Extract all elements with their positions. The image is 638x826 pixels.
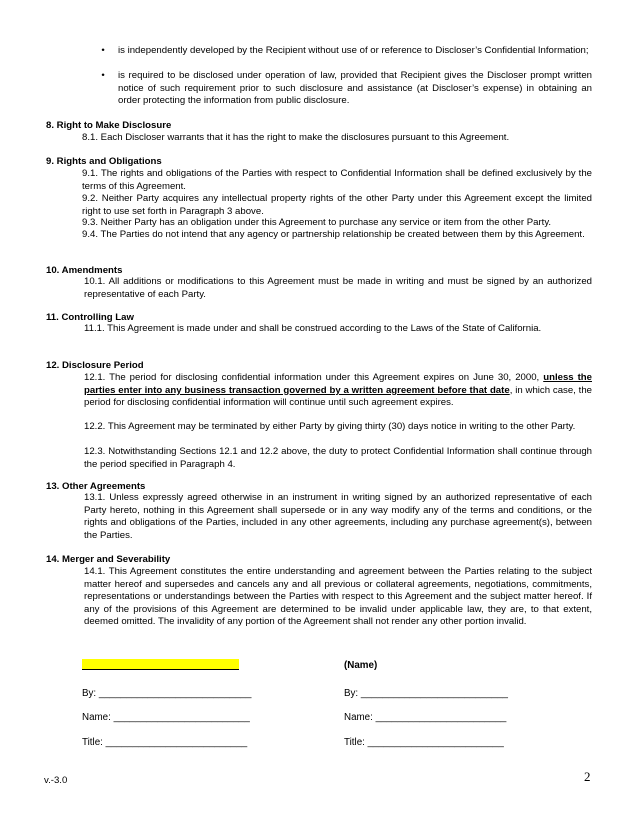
- clause-8-1: 8.1. Each Discloser warrants that it has the right to make the disclosures pursuant to this Agreement.: [82, 132, 510, 143]
- bullet-item: is required to be disclosed under operation of law, provided that Recipient gives the Discloser prompt written notice of such requirement prior to such disclosure and assistance (at Discloser’s expense) in obtaining an order protecting the information from public disclosure.: [118, 70, 592, 107]
- clause-12-1-text: 12.1. The period for disclosing confidential information under this Agreement expires on June 30, 2000,: [84, 372, 544, 383]
- clause-9-2: 9.2. Neither Party acquires any intellectual property rights of the other Party under this Agreement except the limited right to use set forth in Paragraph 3 above.: [82, 193, 592, 217]
- bullet-icon: •: [101, 70, 105, 81]
- clause-9-1: 9.1. The rights and obligations of the Parties with respect to Confidential Information shall be defined exclusively by the terms of this Agreement.: [82, 168, 592, 192]
- signature-right-name[interactable]: Name: ________________________: [344, 712, 507, 723]
- clause-12-1-text-end: , in which case, the period for disclosing confidential information will continue until such agreement expires.: [84, 384, 593, 409]
- section-heading-14: 14. Merger and Severability: [46, 554, 171, 565]
- section-heading-9: 9. Rights and Obligations: [46, 156, 162, 167]
- clause-12-3: 12.3. Notwithstanding Sections 12.1 and 12.2 above, the duty to protect Confidential Information shall continue through the period specified in Paragraph 4.: [84, 446, 592, 470]
- section-heading-10: 10. Amendments: [46, 265, 123, 276]
- clause-10-1: 10.1. All additions or modifications to this Agreement must be made in writing and must be signed by an authorized representative of each Party.: [84, 276, 592, 300]
- section-heading-8: 8. Right to Make Disclosure: [46, 120, 172, 131]
- page-number: 2: [584, 769, 591, 784]
- clause-14-1: 14.1. This Agreement constitutes the entire understanding and agreement between the Parties relating to the subject matter hereof and supersedes and cancels any and all previous or collateral agreements, negotiations, commitments, representations or understandings between the Parties with respect to this Agreement and the subject matter hereof. If any of the provisions of this Agreement are determined to be invalid under applicable law, they are, to that extent, deemed omitted. The invalidity of any portion of the Agreement shall not render any other portion invalid.: [84, 566, 592, 628]
- section-heading-13: 13. Other Agreements: [46, 481, 146, 492]
- clause-11-1: 11.1. This Agreement is made under and shall be construed according to the Laws of the State of California.: [84, 323, 542, 334]
- signature-party-highlight[interactable]: [82, 659, 239, 670]
- version-label: v.-3.0: [44, 775, 68, 786]
- clause-12-1-emphasis: unless the parties enter into any business transaction governed by a written agreement before that date: [84, 372, 592, 396]
- signature-right-name-header: (Name): [344, 660, 378, 671]
- signature-right-by[interactable]: By: ___________________________: [344, 688, 508, 699]
- signature-left-name[interactable]: Name: _________________________: [82, 712, 250, 723]
- clause-12-2: 12.2. This Agreement may be terminated by either Party by giving thirty (30) days notice in writing to the other Party.: [84, 421, 576, 432]
- signature-left-by[interactable]: By: ____________________________: [82, 688, 252, 699]
- clause-9-3: 9.3. Neither Party has an obligation under this Agreement to purchase any service or item from the other Party.: [82, 217, 552, 228]
- clause-12-1: [84, 372, 592, 410]
- section-heading-12: 12. Disclosure Period: [46, 360, 144, 371]
- signature-right-title[interactable]: Title: _________________________: [344, 737, 504, 748]
- clause-9-4: 9.4. The Parties do not intend that any agency or partnership relationship be created between them by this Agreement.: [82, 229, 585, 240]
- bullet-item: is independently developed by the Recipient without use of or reference to Discloser’s Confidential Information;: [118, 45, 589, 56]
- clause-13-1: 13.1. Unless expressly agreed otherwise in an instrument in writing signed by an authorized representative of each Party hereto, nothing in this Agreement shall supersede or in any way modify any of the terms and conditions, or the rights and obligations of the Parties, included in any other agreements, including any purchase agreement(s), between the Parties.: [84, 492, 592, 541]
- signature-left-title[interactable]: Title: __________________________: [82, 737, 248, 748]
- bullet-icon: •: [101, 45, 105, 56]
- section-heading-11: 11. Controlling Law: [46, 312, 134, 323]
